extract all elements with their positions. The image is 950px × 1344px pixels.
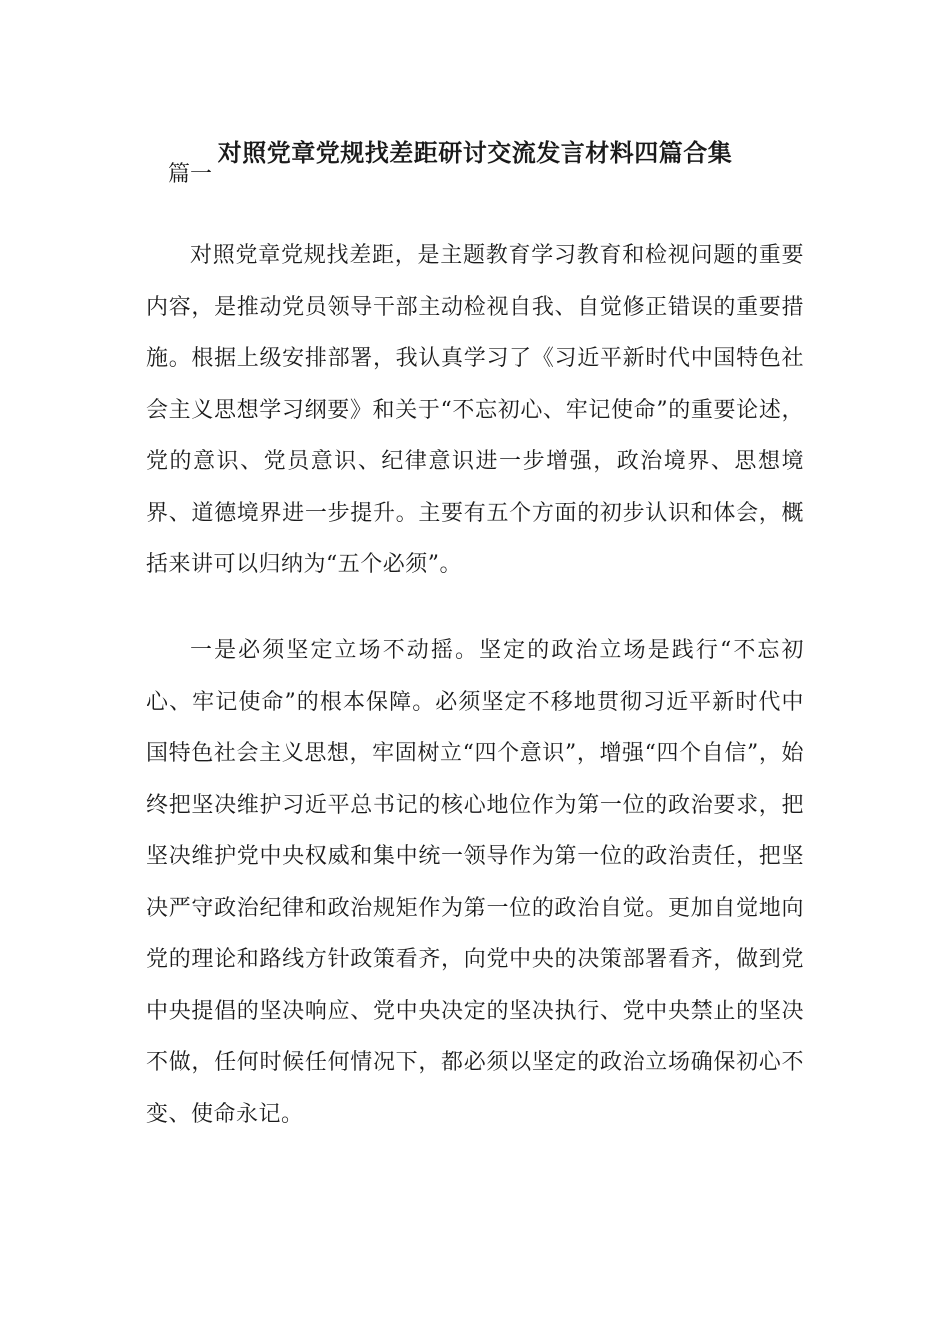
body-paragraph-1: 对照党章党规找差距，是主题教育学习教育和检视问题的重要内容，是推动党员领导干部主动检视自我、自觉修正错误的重要措施。根据上级安排部署，我认真学习了《习近平新时代中国特色社会主义思想学习纲要》和关于“不忘初心、牢记使命”的重要论述，党的意识、党员意识、纪律意识进一步增强，政治境界、思想境界、道德境界进一步提升。主要有五个方面的初步认识和体会，概括来讲可以归纳为“五个必须”。 [146, 243, 804, 577]
body-paragraph-2: 一是必须坚定立场不动摇。坚定的政治立场是践行“不忘初心、牢记使命”的根本保障。必须坚定不移地贯彻习近平新时代中国特色社会主义思想，牢固树立“四个意识”，增强“四个自信”，始终把坚决维护习近平总书记的核心地位作为第一位的政治要求，把坚决维护党中央权威和集中统一领导作为第一位的政治责任，把坚决严守政治纪律和政治规矩作为第一位的政治自觉。更加自觉地向党的理论和路线方针政策看齐，向党中央的决策部署看齐，做到党中央提倡的坚决响应、党中央决定的坚决执行、党中央禁止的坚决不做，任何时候任何情况下，都必须以坚定的政治立场确保初心不变、使命永记。 [146, 638, 804, 1127]
document-title: 对照党章党规找差距研讨交流发言材料四篇合集 [217, 138, 733, 167]
section-label: 篇一 [168, 162, 213, 187]
